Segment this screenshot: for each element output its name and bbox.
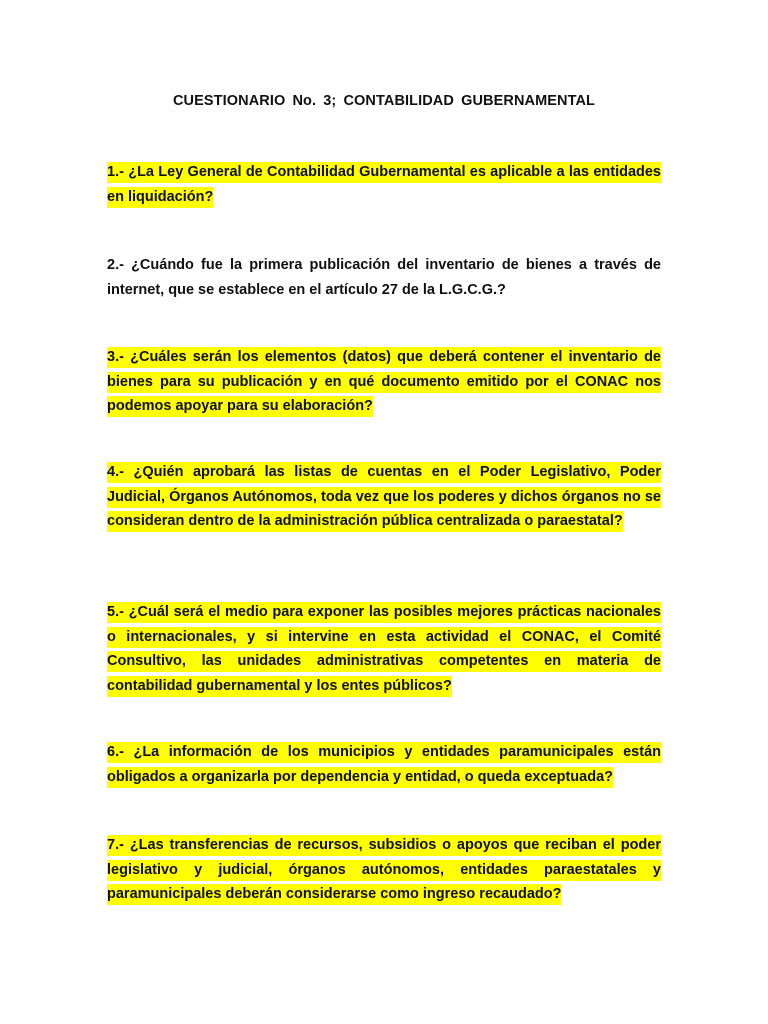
- question-3-text: 3.- ¿Cuáles serán los elementos (datos) que deberá contener el inventario de bienes para su publicación y en qué documento emitido por el CONAC nos podemos apoyar para su elaboración?: [107, 347, 661, 417]
- question-1: [107, 160, 661, 209]
- question-5-text: 5.- ¿Cuál será el medio para exponer las posibles mejores prácticas nacionales o internacionales, y si intervine en esta actividad el CONAC, el Comité Consultivo, las unidades administrativas competentes en materia de contabilidad gubernamental y los entes públicos?: [107, 602, 661, 697]
- question-7: [107, 833, 661, 907]
- question-2-text: 2.- ¿Cuándo fue la primera publicación del inventario de bienes a través de internet, que se establece en el artículo 27 de la L.G.C.G.?: [107, 257, 661, 298]
- question-2: [107, 253, 661, 302]
- question-1-text: 1.- ¿La Ley General de Contabilidad Gubernamental es aplicable a las entidades en liquidación?: [107, 162, 661, 208]
- question-5: [107, 600, 661, 698]
- document-title: CUESTIONARIO No. 3; CONTABILIDAD GUBERNAMENTAL: [172, 93, 596, 109]
- question-4: [107, 460, 661, 534]
- question-4-text: 4.- ¿Quién aprobará las listas de cuentas en el Poder Legislativo, Poder Judicial, Órganos Autónomos, toda vez que los poderes y dichos órganos no se consideran dentro de la administración pública centralizada o paraestatal?: [107, 462, 661, 532]
- question-7-text: 7.- ¿Las transferencias de recursos, subsidios o apoyos que reciban el poder legislativo y judicial, órganos autónomos, entidades paraestatales y paramunicipales deberán considerarse como ingreso recaudado?: [107, 835, 661, 905]
- question-6: [107, 740, 661, 789]
- question-3: [107, 345, 661, 419]
- question-6-text: 6.- ¿La información de los municipios y entidades paramunicipales están obligados a organizarla por dependencia y entidad, o queda exceptuada?: [107, 742, 661, 788]
